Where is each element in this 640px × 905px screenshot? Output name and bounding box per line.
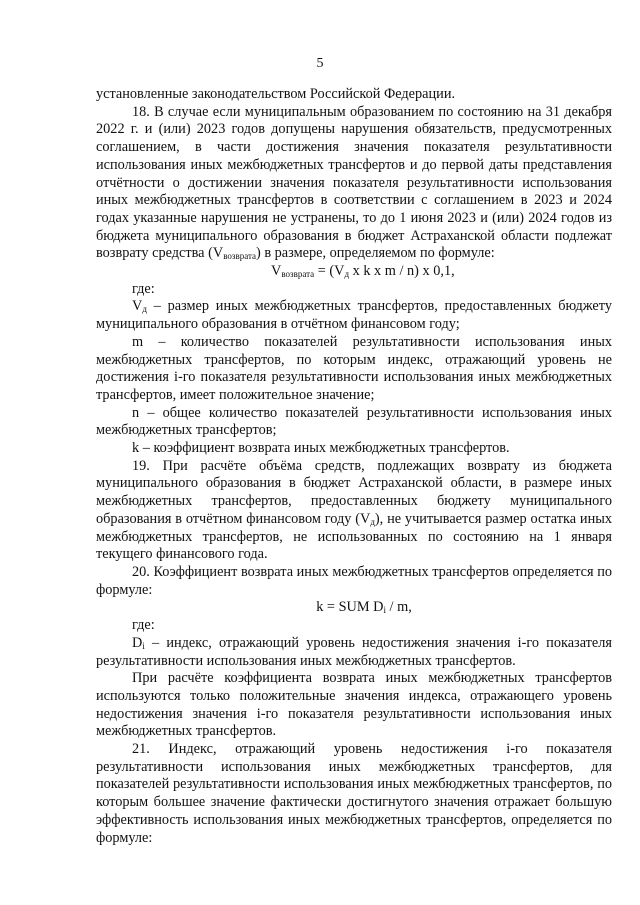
definition-vd: $V_д$ – размер иных межбюджетных трансфертов, предоставленных бюджету муниципального образования в отчётном финансовом году; <box>96 298 612 333</box>
paragraph-18: 18. В случае если муниципальным образованием по состоянию на 31 декабря 2022 г. и (или) 2023 годов допущены нарушения обязательств, предусмотренных соглашением, в части достижения значения показателя результативности использования иных межбюджетных трансфертов и до первой даты представления отчётности о достижении значения показателя результативности использования иных межбюджетных трансфертов в соответствии с соглашением в 2023 и 2024 годах указанные нарушения не устранены, то до 1 июня 2023 и (или) 2024 годов из бюджета муниципального образования в бюджет Астраханской области подлежат возврату средства $(V_{возврата})$ в размере, определяемом по формуле: <box>96 103 612 262</box>
paragraph-21: 21. Индекс, отражающий уровень недостижения i-го показателя результативности использования иных межбюджетных трансфертов, для показателей результативности использования иных межбюджетных трансфертов, по которым большее значение фактически достигнутого значения отражает большую эффективность использования иных межбюджетных трансфертов, определяется по формуле: <box>96 741 612 846</box>
document-body <box>96 86 612 847</box>
definition-n: n – общее количество показателей результативности использования иных межбюджетных трансфертов; <box>96 404 612 439</box>
where-label: где: <box>132 280 155 297</box>
paragraph-continuation: установленные законодательством Российской Федерации. <box>96 86 456 102</box>
definition-di: $D_i$ – индекс, отражающий уровень недостижения значения i-го показателя результативности использования иных межбюджетных трансфертов. <box>96 634 612 669</box>
where-label-2: где: <box>132 617 155 634</box>
page-number: 5 <box>316 56 324 71</box>
paragraph-20: 20. Коэффициент возврата иных межбюджетных трансфертов определяется по формуле: <box>96 563 612 598</box>
paragraph-calc-note: При расчёте коэффициента возврата иных межбюджетных трансфертов используются только положительные значения индекса, отражающего уровень недостижения значения i-го показателя результативности использования иных межбюджетных трансфертов. <box>96 670 612 740</box>
paragraph-19: 19. При расчёте объёма средств, подлежащих возврату из бюджета муниципального образования в бюджет Астраханской области, в размере иных межбюджетных трансфертов, предоставленных бюджету муниципального образования в отчётном финансовом году $(V_д)$, не учитывается размер остатка иных межбюджетных трансфертов, не использованных по состоянию на 1 января текущего финансового года. <box>96 457 612 563</box>
definition-m: m – количество показателей результативности использования иных межбюджетных трансфертов, по которым индекс, отражающий уровень не достижения i-го показателя результативности использования иных межбюджетных трансфертов, имеет положительное значение; <box>96 333 612 403</box>
formula-v-return: $V_{возврата} = (V_д$ x k x m / n) x 0,1, <box>271 263 455 280</box>
formula-k: k = SUM $D_i$ / m, <box>316 599 412 616</box>
definition-k: k – коэффициент возврата иных межбюджетных трансфертов. <box>132 440 510 457</box>
